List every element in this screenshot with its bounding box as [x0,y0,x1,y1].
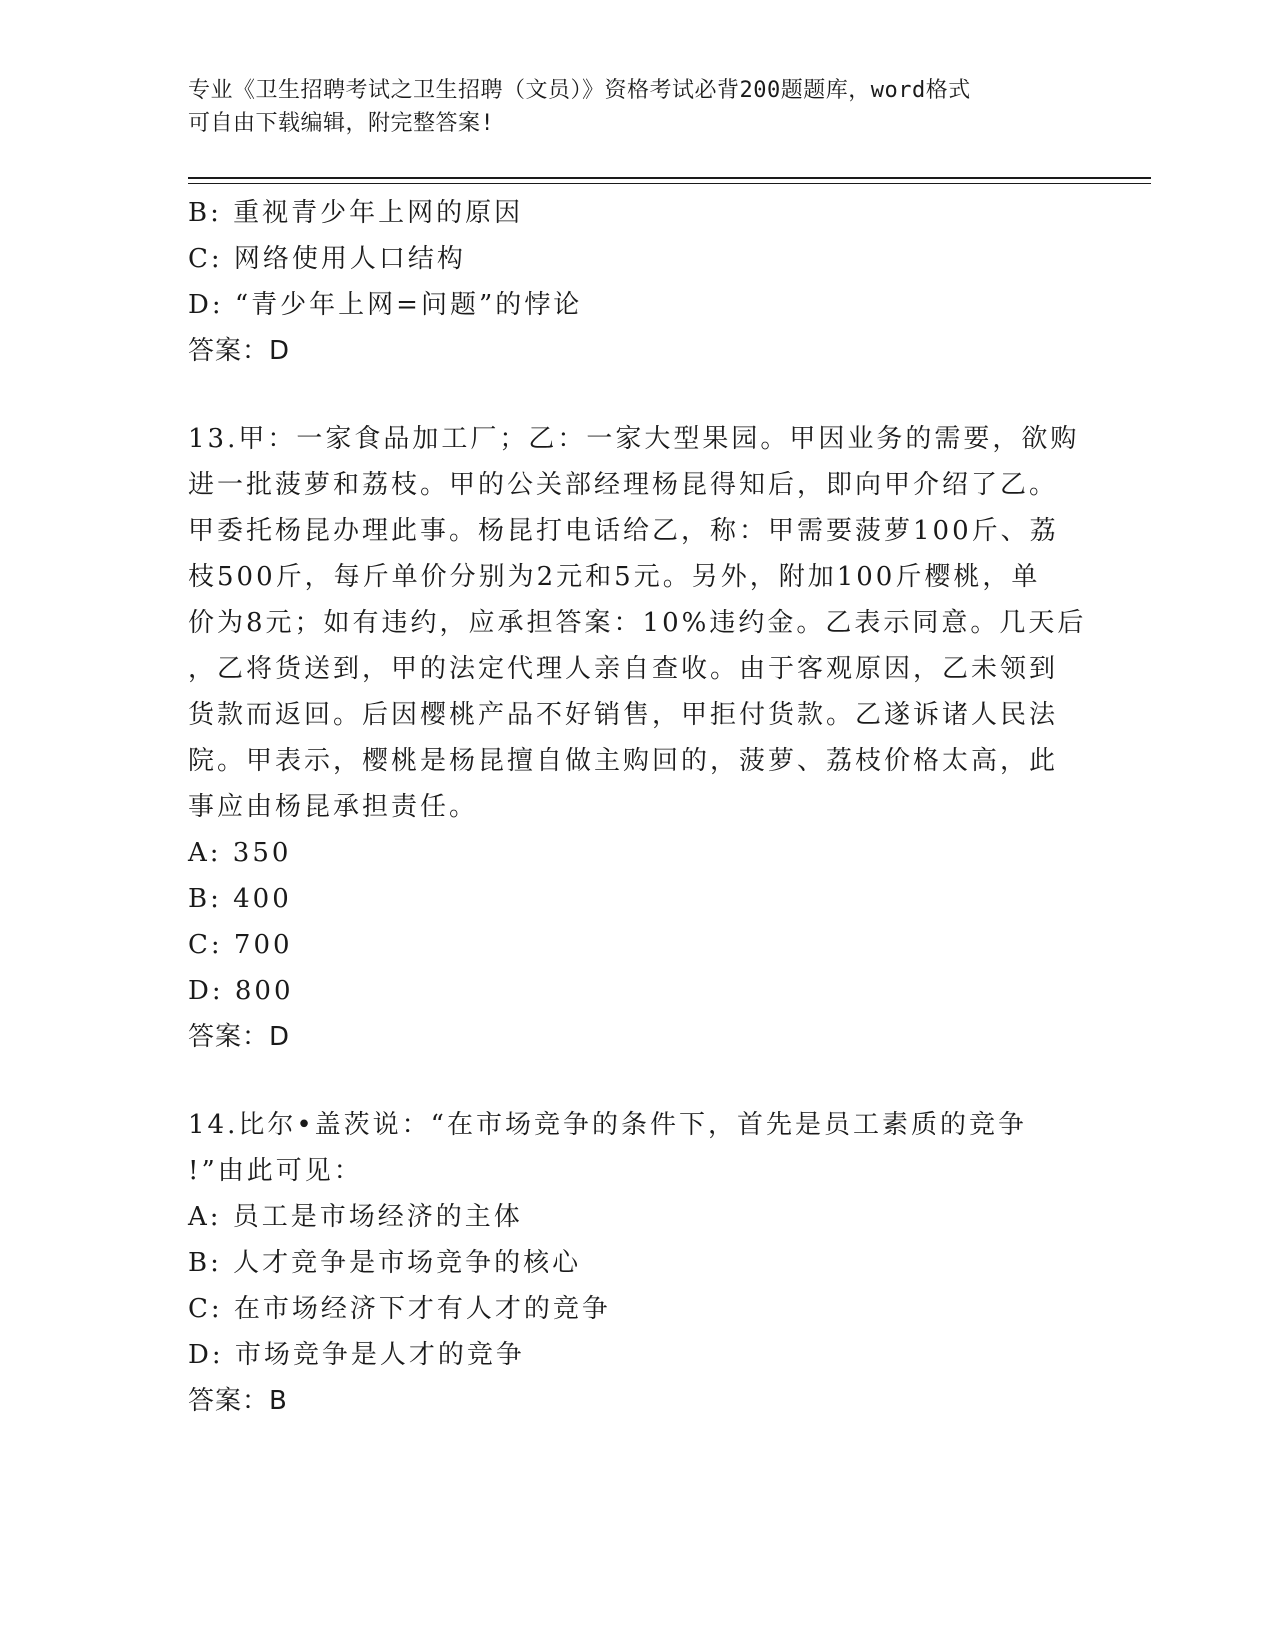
spacer [188,1060,1078,1102]
header-title-line-2: 可自由下载编辑，附完整答案! [188,111,495,136]
q13-text-line: 13.甲：一家食品加工厂；乙：一家大型果园。甲因业务的需要，欲购 [188,424,1080,454]
question-13-block [188,416,1087,1060]
q13-option-c: C: 700 [188,930,293,960]
q14-text-line: !”由此可见： [188,1156,363,1186]
q13-text-line: 进一批菠萝和荔枝。甲的公关部经理杨昆得知后，即向甲介绍了乙。 [188,470,1059,500]
q14-option-a: A: 员工是市场经济的主体 [188,1202,523,1232]
q13-text-line: 货款而返回。后因樱桃产品不好销售，甲拒付货款。乙遂诉诸人民法 [188,700,1059,730]
q14-option-d: D: 市场竞争是人才的竞争 [188,1340,525,1370]
spacer [188,374,1078,416]
q13-text-line: 甲委托杨昆办理此事。杨昆打电话给乙，称：甲需要菠萝100斤、荔 [188,516,1059,546]
q13-text-line: 事应由杨昆承担责任。 [188,792,479,822]
header-title-line-1: 专业《卫生招聘考试之卫生招聘（文员）》资格考试必背200题题库，word格式 [188,78,971,103]
document-body [188,190,1087,1424]
q12-option-d: D: “青少年上网=问题”的悖论 [188,290,583,320]
document-header [188,74,1088,140]
question-12-block [188,190,1078,374]
q14-option-b: B: 人才竞争是市场竞争的核心 [188,1248,582,1278]
q13-text-line: 枝500斤，每斤单价分别为2元和5元。另外，附加100斤樱桃，单 [188,562,1041,592]
q13-option-a: A: 350 [188,838,292,868]
header-divider-thin [188,183,1151,184]
q13-text-line: 价为8元；如有违约，应承担答案：10%违约金。乙表示同意。几天后 [188,608,1087,638]
q12-option-b: B: 重视青少年上网的原因 [188,198,524,228]
question-14-block [188,1102,1078,1424]
q14-option-c: C: 在市场经济下才有人才的竞争 [188,1294,611,1324]
q12-answer: 答案：D [188,336,291,366]
q13-option-d: D: 800 [188,976,294,1006]
q13-text-line: ，乙将货送到，甲的法定代理人亲自查收。由于客观原因，乙未领到 [188,654,1059,684]
q14-answer: 答案：B [188,1386,288,1416]
q13-text-line: 院。甲表示，樱桃是杨昆擅自做主购回的，菠萝、荔枝价格太高，此 [188,746,1059,776]
q13-option-b: B: 400 [188,884,292,914]
q14-text-line: 14.比尔•盖茨说：“在市场竞争的条件下，首先是员工素质的竞争 [188,1110,1027,1140]
q12-option-c: C: 网络使用人口结构 [188,244,466,274]
q13-answer: 答案：D [188,1022,291,1052]
header-divider-thick [188,177,1151,179]
